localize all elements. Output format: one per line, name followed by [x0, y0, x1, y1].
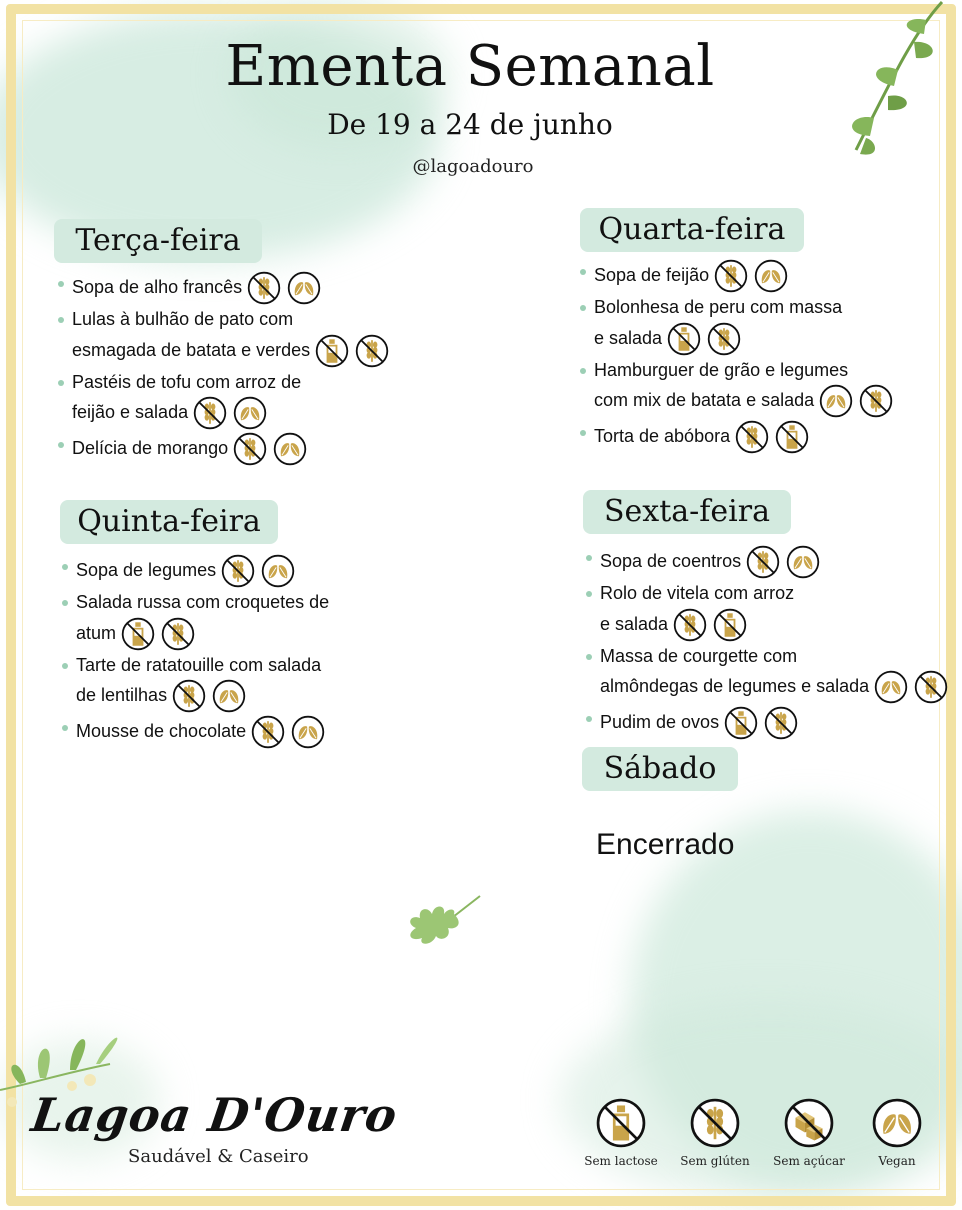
legend-label: Sem glúten [680, 1154, 750, 1168]
dietary-icons [873, 669, 949, 705]
social-handle: @lagoadouro [412, 156, 534, 177]
dietary-icons [246, 270, 322, 306]
vegan-icon [870, 1096, 924, 1150]
dietary-icons [818, 383, 894, 419]
legend-item [576, 1096, 666, 1168]
menu-item [58, 431, 438, 467]
dietary-icons [250, 714, 326, 750]
no-gluten-icon [688, 1096, 742, 1150]
dietary-icons [734, 419, 810, 455]
dish-text: Hamburguer de grão e legumes [594, 359, 849, 380]
vegan-icon [753, 258, 789, 294]
vegan-icon [211, 678, 247, 714]
vegan-icon [286, 270, 322, 306]
menu-list-quarta [580, 258, 955, 455]
vegan-icon [272, 431, 308, 467]
day-heading-sexta: Sexta-feira [583, 490, 791, 534]
no-gluten-icon [220, 553, 256, 589]
dietary-icons [314, 333, 390, 369]
vegan-icon [290, 714, 326, 750]
dish-text: Sopa de legumes [76, 559, 217, 580]
no-lactose-icon [594, 1096, 648, 1150]
brand-logo: Lagoa D'Ouro [28, 1088, 402, 1142]
no-lactose-icon [120, 616, 156, 652]
day-heading-sabado: Sábado [582, 747, 738, 791]
dish-text: Pastéis de tofu com arroz de [72, 371, 302, 392]
day-heading-quarta: Quarta-feira [580, 208, 804, 252]
no-gluten-icon [734, 419, 770, 455]
day-heading-terca: Terça-feira [54, 219, 262, 263]
no-gluten-icon [246, 270, 282, 306]
menu-item [58, 270, 438, 306]
menu-item [586, 544, 958, 580]
no-gluten-icon [250, 714, 286, 750]
no-lactose-icon [666, 321, 702, 357]
dish-text: de lentilhas [76, 684, 168, 705]
menu-item [62, 714, 432, 750]
dish-text: e salada [600, 613, 669, 634]
menu-item [580, 357, 955, 420]
dietary-icons [171, 678, 247, 714]
no-gluten-icon [160, 616, 196, 652]
no-gluten-icon [171, 678, 207, 714]
legend-label: Sem açúcar [773, 1154, 845, 1168]
menu-item [58, 306, 438, 369]
no-lactose-icon [712, 607, 748, 643]
no-lactose-icon [723, 705, 759, 741]
dish-text: Bolonhesa de peru com massa [594, 297, 843, 317]
menu-item [62, 589, 432, 652]
dish-text: Salada russa com croquetes de [76, 592, 330, 612]
dish-text: Massa de courgette com [600, 645, 798, 666]
vegan-icon [232, 395, 268, 431]
vegan-icon [785, 544, 821, 580]
legend-label: Vegan [878, 1154, 916, 1168]
dish-text: Tarte de ratatouille com salada [76, 654, 322, 675]
dietary-icons [232, 431, 308, 467]
dish-text: Sopa de feijão [594, 264, 710, 285]
no-gluten-icon [192, 395, 228, 431]
no-gluten-icon [672, 607, 708, 643]
dietary-icons [666, 321, 742, 357]
dish-text: Sopa de coentros [600, 550, 742, 571]
page-title: Ementa Semanal [225, 34, 715, 99]
dietary-icons [723, 705, 799, 741]
dish-text: Mousse de chocolate [76, 720, 247, 741]
no-sugar-icon [782, 1096, 836, 1150]
menu-list-terca [58, 270, 438, 467]
no-lactose-icon [774, 419, 810, 455]
no-gluten-icon [232, 431, 268, 467]
menu-list-sexta [586, 544, 958, 741]
no-gluten-icon [763, 705, 799, 741]
vegan-icon [873, 669, 909, 705]
dish-text: Rolo de vitela com arroz [600, 583, 795, 603]
dish-text: Pudim de ovos [600, 711, 720, 732]
closed-status: Encerrado [596, 828, 735, 861]
dish-text: Sopa de alho francês [72, 276, 243, 297]
no-lactose-icon [314, 333, 350, 369]
legend-label: Sem lactose [584, 1154, 658, 1168]
vegan-icon [818, 383, 854, 419]
dish-text: esmagada de batata e verdes [72, 339, 311, 360]
dietary-icons [745, 544, 821, 580]
dish-text: Torta de abóbora [594, 425, 731, 446]
dietary-icons [120, 616, 196, 652]
dish-text: Delícia de morango [72, 437, 229, 458]
menu-item [58, 369, 438, 432]
dish-text: e salada [594, 327, 663, 348]
no-gluten-icon [713, 258, 749, 294]
menu-item [586, 643, 958, 706]
menu-item [62, 553, 432, 589]
day-heading-quinta: Quinta-feira [60, 500, 278, 544]
dietary-icons [192, 395, 268, 431]
menu-item [586, 705, 958, 741]
dish-text: com mix de batata e salada [594, 389, 815, 410]
legend-item [852, 1096, 942, 1168]
dish-text: Lulas à bulhão de pato com [72, 309, 294, 329]
no-gluten-icon [706, 321, 742, 357]
legend-item [670, 1096, 760, 1168]
dietary-icons [220, 553, 296, 589]
menu-item [580, 258, 955, 294]
date-range: De 19 a 24 de junho [327, 108, 613, 141]
menu-item [580, 294, 955, 357]
oak-leaf-icon [404, 894, 484, 964]
legend-item [764, 1096, 854, 1168]
no-gluten-icon [745, 544, 781, 580]
vegan-icon [260, 553, 296, 589]
dietary-icons [713, 258, 789, 294]
menu-item [62, 652, 432, 715]
brand-tagline: Saudável & Caseiro [128, 1146, 309, 1167]
no-gluten-icon [858, 383, 894, 419]
dish-text: feijão e salada [72, 401, 189, 422]
dish-text: almôndegas de legumes e salada [600, 675, 870, 696]
menu-list-quinta [62, 553, 432, 750]
menu-item [580, 419, 955, 455]
no-gluten-icon [913, 669, 949, 705]
menu-item [586, 580, 958, 643]
no-gluten-icon [354, 333, 390, 369]
dish-text: atum [76, 622, 117, 643]
dietary-icons [672, 607, 748, 643]
